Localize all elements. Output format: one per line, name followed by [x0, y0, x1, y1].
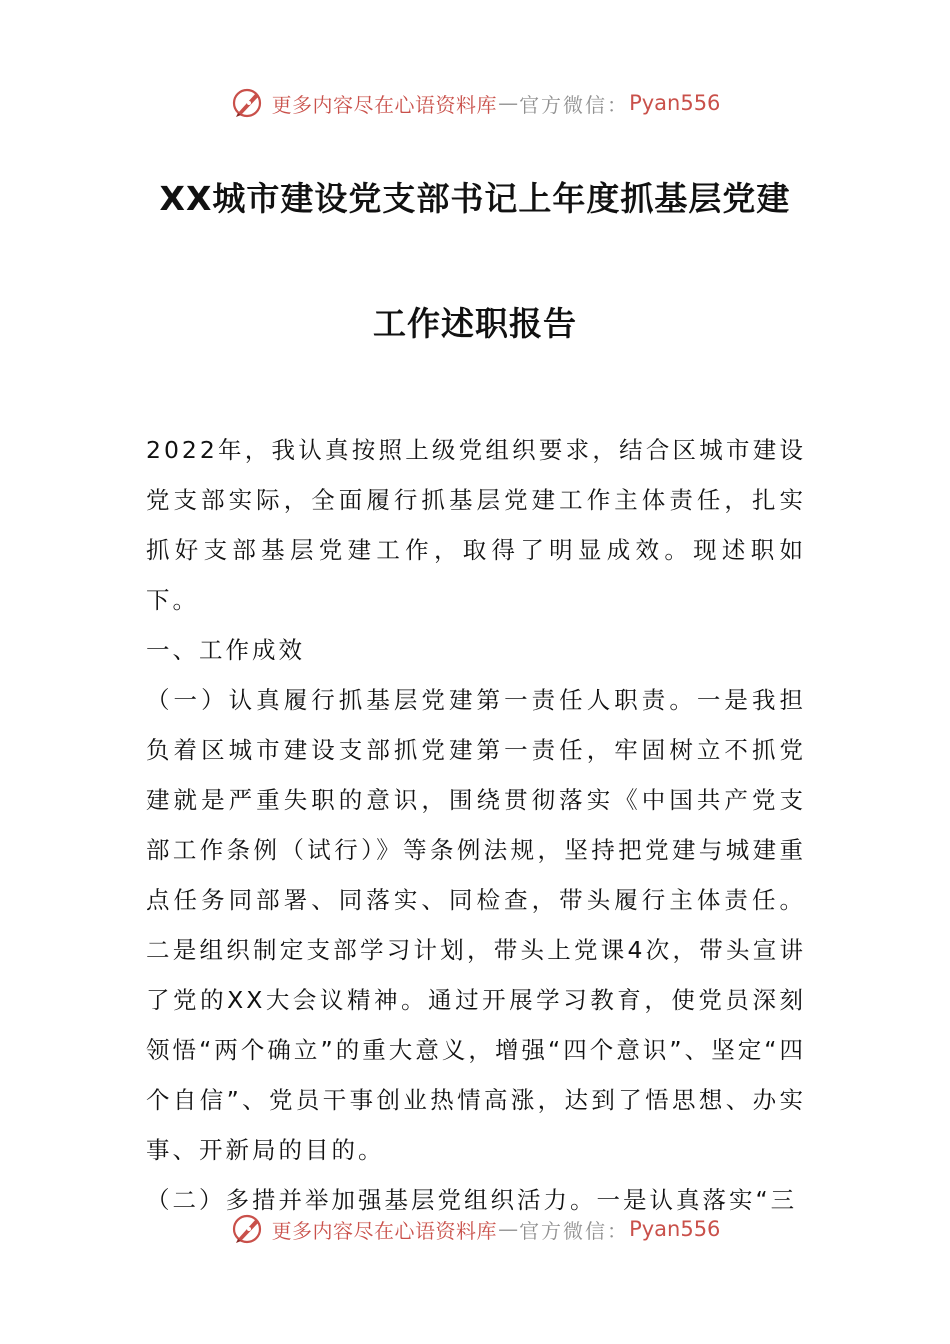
banner-text: 更多内容尽在心语资料库	[271, 92, 498, 117]
header-banner	[0, 81, 950, 125]
banner-wechat-label: 官方微信：	[519, 92, 630, 117]
paragraph-item-2: （二）多措并举加强基层党组织活力。一是认真落实“三	[146, 1186, 798, 1214]
section-heading: 一、工作成效	[146, 636, 305, 664]
banner-wechat-id: Pyan556	[629, 91, 721, 115]
banner-separator: —	[498, 91, 519, 115]
document-title-line-2: 工作述职报告	[373, 304, 577, 343]
banner-text: 更多内容尽在心语资料库	[271, 1218, 498, 1243]
footer-banner	[0, 1207, 950, 1251]
banner-wechat-label: 官方微信：	[519, 1218, 630, 1243]
pen-nib-circle-icon	[230, 1211, 266, 1247]
paragraph-intro: 2022年，我认真按照上级党组织要求，结合区城市建设党支部实际，全面履行抓基层党建工作主体责任，扎实抓好支部基层党建工作，取得了明显成效。现述职如下。	[146, 436, 806, 614]
banner-separator: —	[498, 1217, 519, 1241]
paragraph-item-1: （一）认真履行抓基层党建第一责任人职责。一是我担负着区城市建设支部抓党建第一责任，牢固树立不抓党建就是严重失职的意识，围绕贯彻落实《中国共产党支部工作条例（试行）》等条例法规，坚持把党建与城建重点任务同部署、同落实、同检查，带头履行主体责任。二是组织制定支部学习计划，带头上党课4次，带头宣讲了党的XX大会议精神。通过开展学习教育，使党员深刻领悟“两个确立”的重大意义，增强“四个意识”、坚定“四个自信”、党员干事创业热情高涨，达到了悟思想、办实事、开新局的目的。	[146, 686, 806, 1164]
pen-nib-circle-icon	[230, 85, 266, 121]
banner-wechat-id: Pyan556	[629, 1217, 721, 1241]
document-title-line-1: XX城市建设党支部书记上年度抓基层党建	[159, 179, 791, 218]
document-body	[146, 425, 806, 1225]
